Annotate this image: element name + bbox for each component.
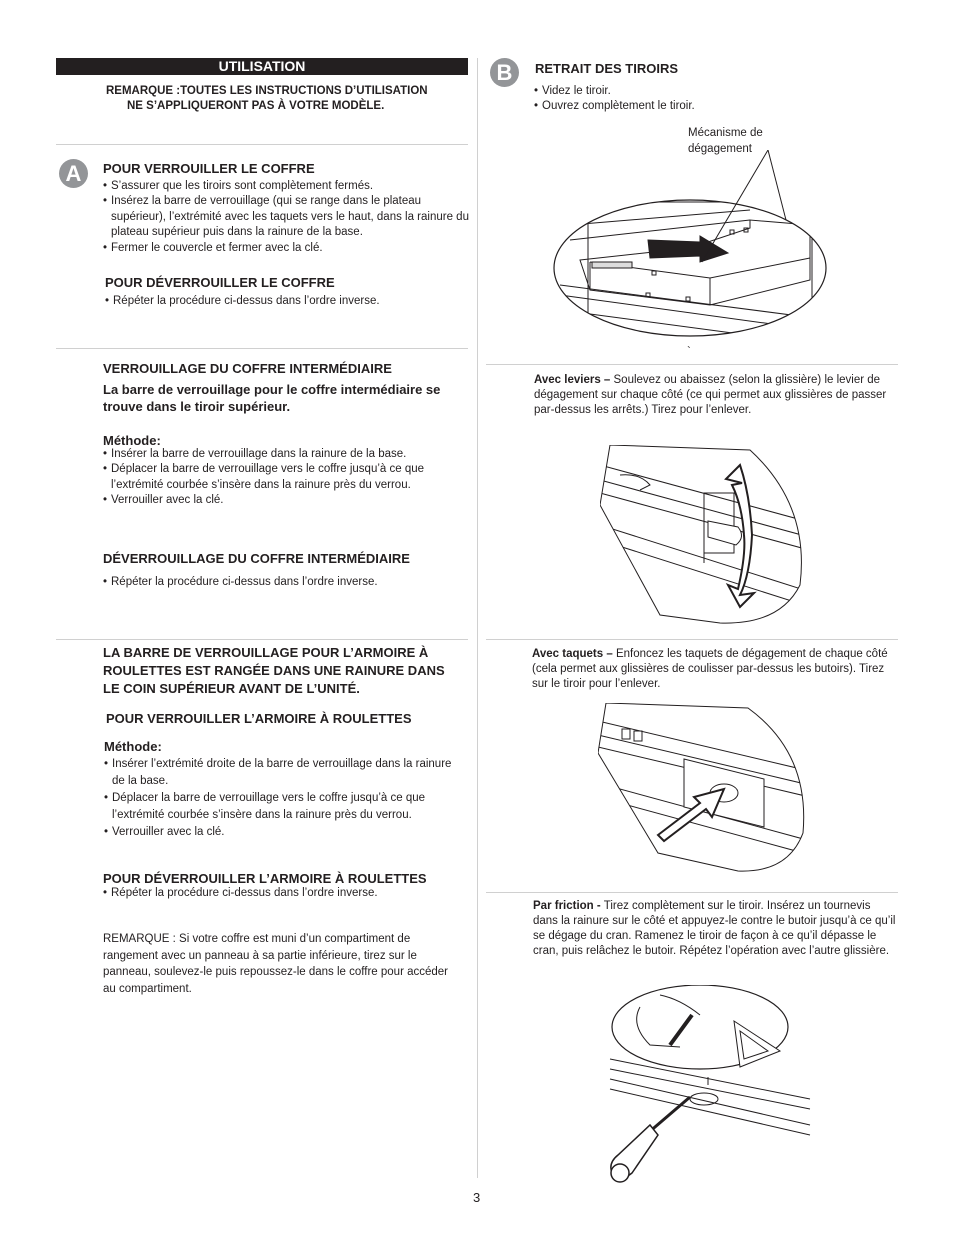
list-item: • Verrouiller avec la clé. xyxy=(103,493,473,508)
remove-drawers-title: RETRAIT DES TIROIRS xyxy=(535,61,679,76)
cabinet-unlock-title: POUR DÉVERROUILLER L’ARMOIRE À ROULETTES xyxy=(103,871,427,886)
tabs-text xyxy=(532,647,894,692)
divider xyxy=(56,144,468,145)
release-mechanism-callout: Mécanisme de dégagement xyxy=(688,127,763,155)
levers-text xyxy=(534,373,894,418)
mid-method-label: Méthode: xyxy=(103,433,161,448)
list-item: • Déplacer la barre de verrouillage vers le coffre jusqu’à ce que l’extrémité courbée s’insère dans la rainure près du verrou. xyxy=(103,462,473,493)
cabinet-unlock-list xyxy=(103,886,473,901)
list-item: • Insérez la barre de verrouillage (qui se range dans le plateau supérieur), l’extrémité avec les taquets vers le haut, dans la rainure du plateau supérieur puis dans la rainure de la base. xyxy=(103,194,473,240)
top-note-line-1: REMARQUE :TOUTES LES INSTRUCTIONS D’UTILISATION xyxy=(106,85,428,97)
friction-release-illustration xyxy=(600,985,812,1185)
top-note-line-2: NE S’APPLIQUERONT PAS À VOTRE MODÈLE. xyxy=(127,100,385,112)
list-item: • Insérer la barre de verrouillage dans la rainure de la base. xyxy=(103,447,473,462)
mid-chest-intro: La barre de verrouillage pour le coffre intermédiaire se trouve dans le tiroir supérieur. xyxy=(103,382,441,414)
divider xyxy=(56,639,468,640)
levers-description: Soulevez ou abaissez (selon la glissière) le levier de dégagement sur chaque côté (ce qui permet aux glissières de passer par-dessus les arrêts.) Tirez pour l’enlever. xyxy=(534,374,887,416)
levers-label: Avec leviers – xyxy=(534,374,611,386)
cabinet-method-list xyxy=(104,756,464,841)
lock-chest-title: POUR VERROUILLER LE COFFRE xyxy=(103,161,315,176)
list-item: • Déplacer la barre de verrouillage vers le coffre jusqu’à ce que l’extrémité courbée s’insère dans la rainure près du verrou. xyxy=(104,790,464,824)
drawer-release-illustration xyxy=(550,150,840,340)
list-item: • Répéter la procédure ci-dessus dans l’ordre inverse. xyxy=(103,575,473,590)
list-item: • Répéter la procédure ci-dessus dans l’ordre inverse. xyxy=(105,294,475,309)
divider xyxy=(486,639,898,640)
compartment-remark: REMARQUE : Si votre coffre est muni d’un compartiment de rangement avec un panneau à sa partie inférieure, tirez sur le panneau, soulevez-le puis repoussez-le dans le coffre pour accéder au compartiment. xyxy=(103,933,448,995)
section-a-badge: A xyxy=(59,159,88,188)
list-item: • Insérer l’extrémité droite de la barre de verrouillage dans la rainure de la base. xyxy=(104,756,464,790)
cabinet-method-label: Méthode: xyxy=(104,739,162,754)
tabs-description: Enfoncez les taquets de dégagement de chaque côté (cela permet aux glissières de coulisser par-dessus les butoirs). Tirez sur le tiroir pour l’enlever. xyxy=(532,648,888,690)
friction-description: Tirez complètement sur le tiroir. Insérez un tournevis dans la rainure sur le côté et appuyez-le contre le butoir jusqu’à ce qu’il se dégage du cran. Ramenez le tiroir de façon à ce qu’il dépasse le cran, puis relâchez le butoir. Répétez l’opération avec l’autre glissière. xyxy=(533,900,896,957)
stray-mark: ` xyxy=(687,346,691,358)
cabinet-lock-title: POUR VERROUILLER L’ARMOIRE À ROULETTES xyxy=(106,711,412,726)
list-item: • Fermer le couvercle et fermer avec la clé. xyxy=(103,241,473,256)
divider xyxy=(56,348,468,349)
mid-chest-lock-title: VERROUILLAGE DU COFFRE INTERMÉDIAIRE xyxy=(103,361,392,376)
list-item: • Verrouiller avec la clé. xyxy=(104,824,464,841)
mid-method-list xyxy=(103,447,473,509)
page-number: 3 xyxy=(473,1190,481,1205)
mid-chest-unlock-title: DÉVERROUILLAGE DU COFFRE INTERMÉDIAIRE xyxy=(103,551,410,566)
remove-drawers-list xyxy=(534,84,884,115)
friction-text xyxy=(533,899,898,959)
lever-release-illustration xyxy=(600,445,810,625)
column-divider xyxy=(477,58,478,1178)
section-header-utilisation: UTILISATION xyxy=(56,58,468,75)
tabs-label: Avec taquets – xyxy=(532,648,613,660)
unlock-chest-list xyxy=(105,294,475,309)
divider xyxy=(486,892,898,893)
tab-release-illustration xyxy=(598,703,810,873)
list-item: • Répéter la procédure ci-dessus dans l’ordre inverse. xyxy=(103,886,473,901)
list-item: • Videz le tiroir. xyxy=(534,84,884,99)
cabinet-bar-note: LA BARRE DE VERROUILLAGE POUR L’ARMOIRE À ROULETTES EST RANGÉE DANS UNE RAINURE DANS LE COIN SUPÉRIEUR AVANT DE L’UNITÉ. xyxy=(103,645,445,696)
list-item: • S’assurer que les tiroirs sont complètement fermés. xyxy=(103,179,473,194)
callout-line xyxy=(768,150,786,220)
divider xyxy=(486,364,898,365)
section-b-badge: B xyxy=(490,58,519,87)
lock-chest-list xyxy=(103,179,473,256)
friction-label: Par friction - xyxy=(533,900,601,912)
list-item: • Ouvrez complètement le tiroir. xyxy=(534,99,884,114)
unlock-chest-title: POUR DÉVERROUILLER LE COFFRE xyxy=(105,275,335,290)
mid-unlock-list xyxy=(103,575,473,590)
